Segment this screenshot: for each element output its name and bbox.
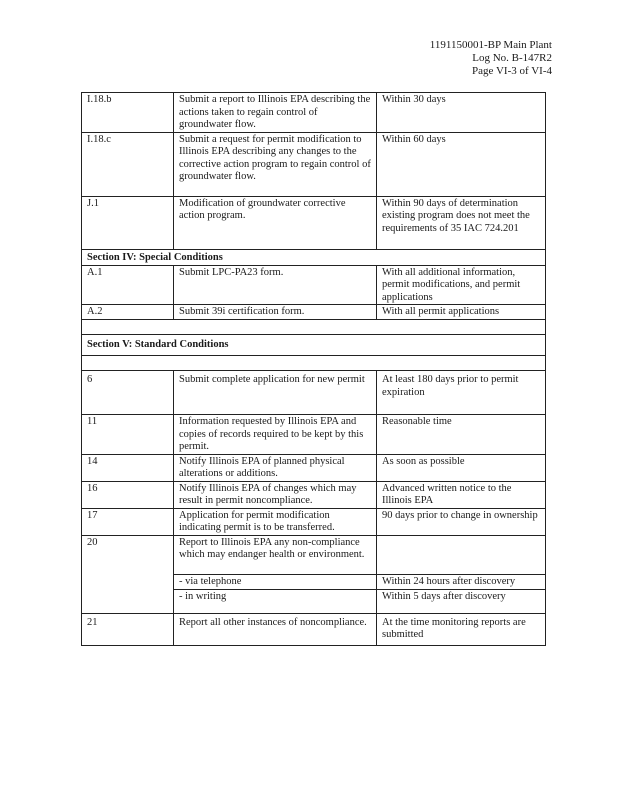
condition-id: 21	[82, 613, 174, 645]
table-row	[82, 93, 546, 133]
requirement-cell: Report all other instances of noncompliance.	[174, 613, 377, 645]
schedule-table	[81, 92, 546, 646]
requirement-cell: Submit a request for permit modification to Illinois EPA describing any changes to the corrective action program to regain control of groundwater flow.	[174, 132, 377, 196]
condition-id: 16	[82, 481, 174, 508]
timing-cell: Within 60 days	[377, 132, 546, 196]
condition-id: 20	[82, 535, 174, 613]
section-heading: Section V: Standard Conditions	[82, 335, 546, 356]
table-row	[82, 196, 546, 249]
requirement-cell: Modification of groundwater corrective action program.	[174, 196, 377, 249]
table-row	[82, 265, 546, 305]
blank-row	[82, 356, 546, 371]
page-header	[430, 39, 552, 78]
condition-id: 11	[82, 415, 174, 455]
section-heading: Section IV: Special Conditions	[82, 249, 546, 265]
facility-id: 1191150001-BP Main Plant	[429, 39, 552, 51]
requirement-cell: Submit a report to Illinois EPA describing the actions taken to regain control of groundwater flow.	[174, 93, 377, 133]
table-row	[82, 305, 546, 320]
section-header-row	[82, 249, 546, 265]
requirement-cell: Application for permit modification indicating permit is to be transferred.	[174, 508, 377, 535]
timing-cell	[377, 535, 546, 574]
section-header-row	[82, 335, 546, 356]
timing-cell: At least 180 days prior to permit expiration	[377, 371, 546, 415]
condition-id: 17	[82, 508, 174, 535]
table-row	[82, 613, 546, 645]
blank-row	[82, 320, 546, 335]
condition-id: J.1	[82, 196, 174, 249]
timing-cell: Advanced written notice to the Illinois EPA	[377, 481, 546, 508]
table-row	[82, 132, 546, 196]
condition-id: I.18.c	[82, 132, 174, 196]
timing-cell: Within 5 days after discovery	[377, 589, 546, 613]
requirement-cell: Notify Illinois EPA of changes which may result in permit noncompliance.	[174, 481, 377, 508]
condition-id: A.2	[82, 305, 174, 320]
timing-cell: At the time monitoring reports are submitted	[377, 613, 546, 645]
timing-cell: With all additional information, permit modifications, and permit applications	[377, 265, 546, 305]
timing-cell: Within 90 days of determination existing program does not meet the requirements of 35 IAC 724.201	[377, 196, 546, 249]
requirement-cell: Submit 39i certification form.	[174, 305, 377, 320]
table-row	[82, 535, 546, 574]
table-row	[82, 371, 546, 415]
timing-cell: Within 30 days	[377, 93, 546, 133]
table-row	[82, 415, 546, 455]
timing-cell: Within 24 hours after discovery	[377, 574, 546, 589]
blank-cell	[82, 356, 546, 371]
condition-id: I.18.b	[82, 93, 174, 133]
condition-id: A.1	[82, 265, 174, 305]
requirement-cell: Submit LPC-PA23 form.	[174, 265, 377, 305]
timing-cell: Reasonable time	[377, 415, 546, 455]
requirement-cell: Information requested by Illinois EPA and copies of records required to be kept by this permit.	[174, 415, 377, 455]
requirement-cell: Report to Illinois EPA any non-compliance which may endanger health or environment.	[174, 535, 377, 574]
page-number: Page VI-3 of VI-4	[472, 65, 552, 77]
requirement-subcell: - via telephone	[174, 574, 377, 589]
timing-cell: As soon as possible	[377, 454, 546, 481]
timing-cell: With all permit applications	[377, 305, 546, 320]
requirement-cell: Submit complete application for new permit	[174, 371, 377, 415]
condition-id: 6	[82, 371, 174, 415]
table-row	[82, 454, 546, 481]
requirement-cell: Notify Illinois EPA of planned physical alterations or additions.	[174, 454, 377, 481]
log-number: Log No. B-147R2	[472, 52, 552, 64]
condition-id: 14	[82, 454, 174, 481]
requirement-subcell: - in writing	[174, 589, 377, 613]
blank-cell	[82, 320, 546, 335]
table-row	[82, 508, 546, 535]
timing-cell: 90 days prior to change in ownership	[377, 508, 546, 535]
table-row	[82, 481, 546, 508]
